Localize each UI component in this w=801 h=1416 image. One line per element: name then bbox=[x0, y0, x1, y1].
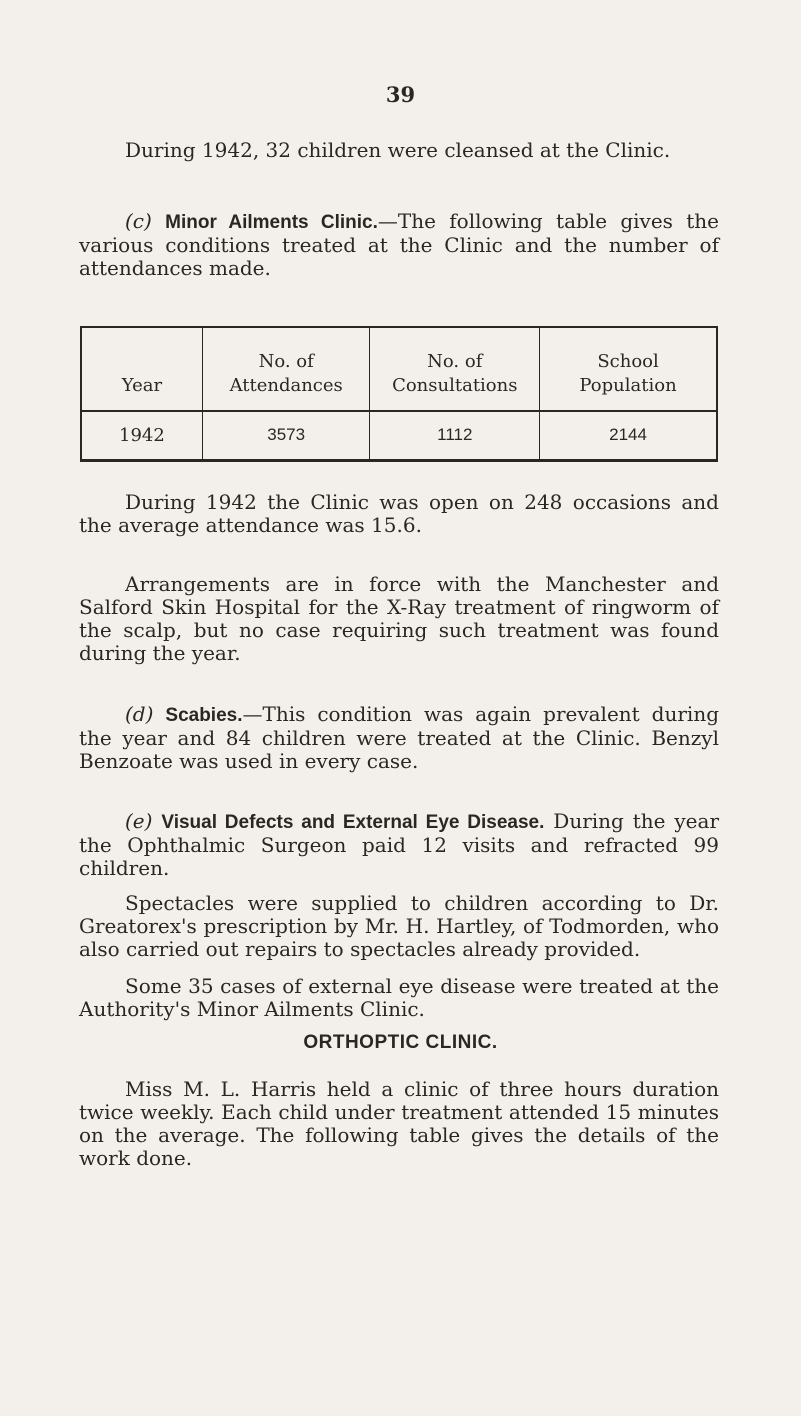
paragraph-scabies-text: —This condition was again prevalent during the year and 84 children were treated at the Clinic. Benzyl Benzoate was used in every case. bbox=[79, 702, 719, 773]
paragraph-clinic-open: During 1942 the Clinic was open on 248 occasions and the average attendance was 15.6. bbox=[79, 490, 719, 537]
column-header-population bbox=[540, 327, 717, 411]
paragraph-minor-ailments bbox=[79, 210, 719, 280]
header-label: Attendances bbox=[229, 375, 343, 396]
paragraph-x-ray: Arrangements are in force with the Manchester and Salford Skin Hospital for the X-Ray treatment of ringworm of the scalp, but no case requiring such treatment was found during the year. bbox=[79, 572, 719, 665]
table-row bbox=[81, 411, 717, 460]
column-header-attendances bbox=[202, 327, 370, 411]
paragraph-visual-defects bbox=[79, 810, 719, 880]
attendance-table bbox=[80, 326, 718, 462]
clause-label: (c) bbox=[125, 209, 152, 233]
paragraph-minor-ailments-text: —The following table gives the various conditions treated at the Clinic and the number of attendances made. bbox=[79, 209, 720, 280]
paragraph-spectacles: Spectacles were supplied to children according to Dr. Greatorex's prescription by Mr. H. Hartley, of Todmorden, who also carried out repairs to spectacles already provided. bbox=[79, 891, 719, 961]
clause-label: (d) bbox=[125, 702, 154, 726]
page-number: 39 bbox=[385, 82, 416, 107]
cell-attendances: 3573 bbox=[202, 411, 370, 460]
section-heading-scabies: Scabies. bbox=[165, 705, 243, 726]
header-label: School bbox=[597, 351, 659, 372]
header-label: Year bbox=[121, 375, 163, 396]
section-title-orthoptic: ORTHOPTIC CLINIC. bbox=[303, 1032, 498, 1053]
header-label: No. of bbox=[258, 351, 314, 372]
section-heading-minor-ailments: Minor Ailments Clinic. bbox=[165, 212, 378, 233]
paragraph-cleansed: During 1942, 32 children were cleansed at the Clinic. bbox=[125, 138, 671, 162]
paragraph-scabies bbox=[79, 703, 719, 773]
header-label: No. of bbox=[427, 351, 483, 372]
column-header-consultations bbox=[370, 327, 540, 411]
table-header-row bbox=[81, 327, 717, 411]
section-heading-visual-defects: Visual Defects and External Eye Disease. bbox=[161, 812, 545, 833]
column-header-year bbox=[81, 327, 202, 411]
cell-population: 2144 bbox=[540, 411, 717, 460]
paragraph-visual-defects-text: During the year the Ophthalmic Surgeon paid 12 visits and refracted 99 children. bbox=[79, 809, 720, 880]
paragraph-orthoptic: Miss M. L. Harris held a clinic of three hours duration twice weekly. Each child under treatment attended 15 minutes on the average. The following table gives the details of the work done. bbox=[79, 1077, 719, 1170]
header-label: Consultations bbox=[392, 375, 518, 396]
cell-year: 1942 bbox=[81, 411, 202, 460]
clause-label: (e) bbox=[125, 809, 153, 833]
paragraph-external-eye: Some 35 cases of external eye disease were treated at the Authority's Minor Ailments Clinic. bbox=[79, 974, 719, 1021]
cell-consultations: 1112 bbox=[370, 411, 540, 460]
header-label: Population bbox=[579, 375, 677, 396]
